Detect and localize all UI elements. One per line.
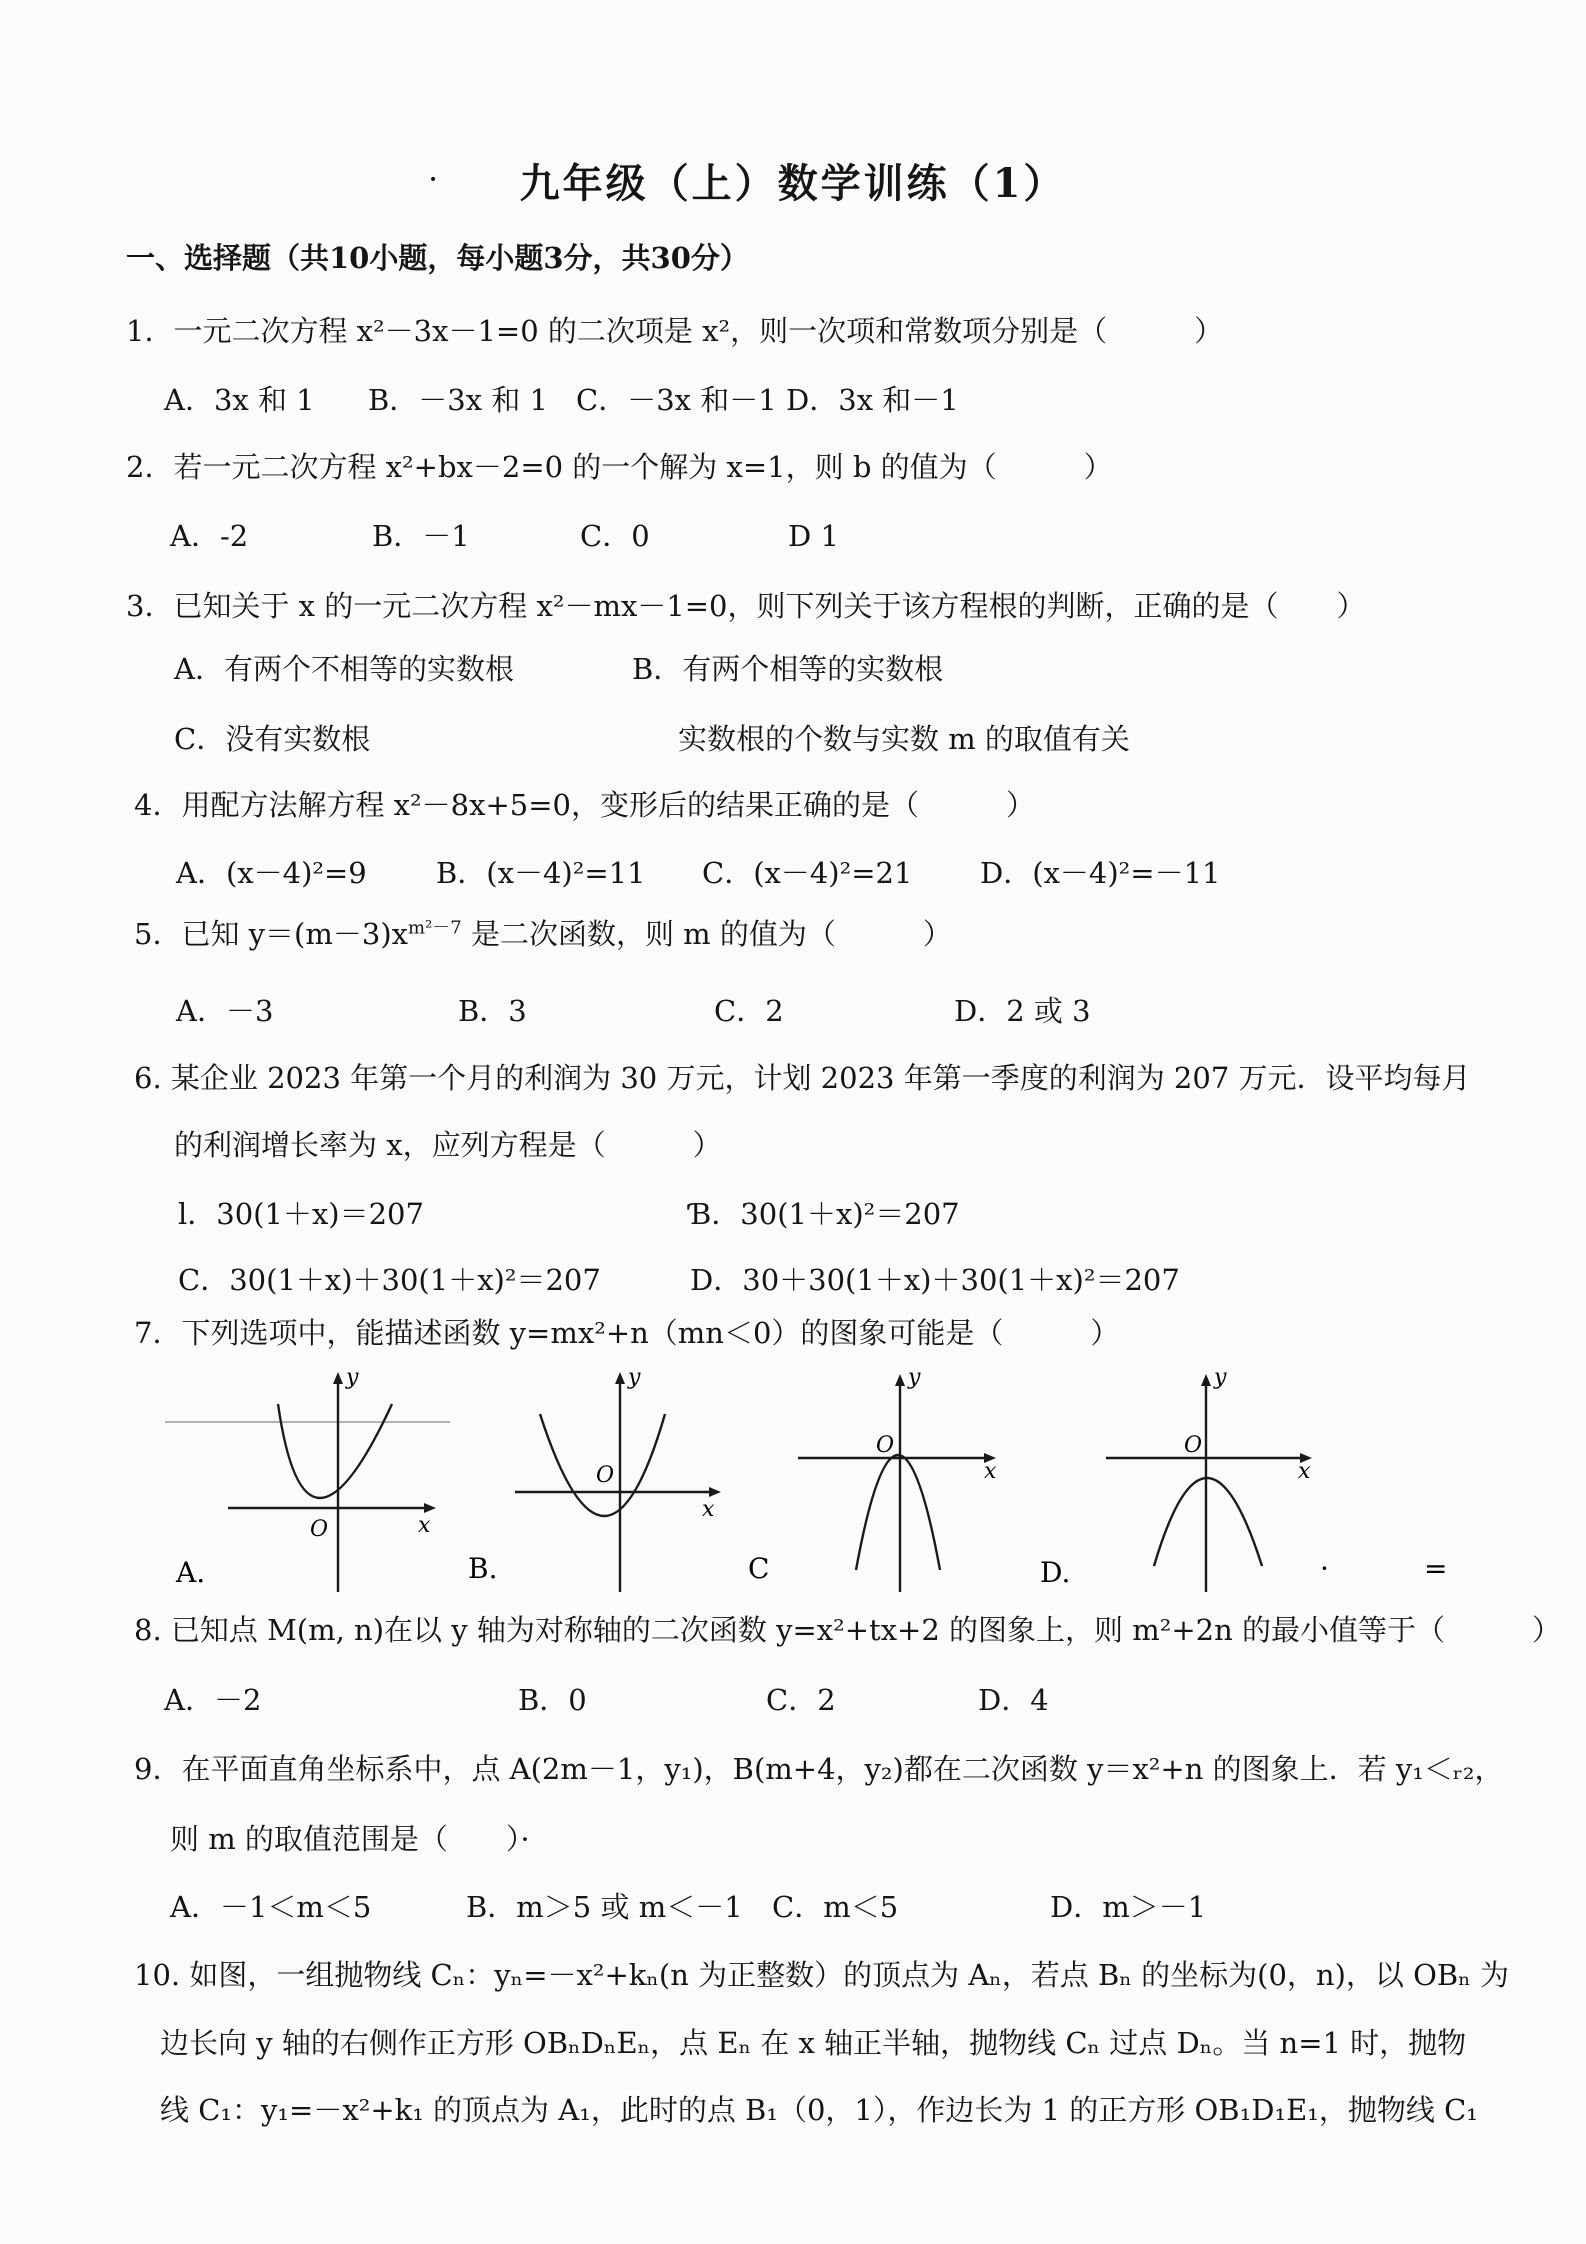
graph-c-y-label: y <box>908 1365 921 1390</box>
q2-stem: 2．若一元二次方程 x²+bx－2=0 的一个解为 x=1，则 b 的值为（ ） <box>126 450 1113 484</box>
graph-b-label: B. <box>468 1552 498 1585</box>
graph-d-x-label: x <box>1298 1459 1311 1484</box>
q1-option-a: A．3x 和 1 <box>164 383 315 417</box>
graph-a-x-label: x <box>418 1513 431 1538</box>
graph-c-origin: O <box>876 1433 895 1458</box>
stray-mark-1: · <box>1320 1552 1329 1585</box>
q4-option-c: C．(x－4)²=21 <box>702 856 913 890</box>
q8-option-c: C．2 <box>766 1683 836 1717</box>
q8-stem: 8. 已知点 M(m, n)在以 y 轴为对称轴的二次函数 y=x²+tx+2 的图象上，则 m²+2n 的最小值等于（ ） <box>134 1613 1562 1647</box>
q10-line3: 线 C₁：y₁=－x²+k₁ 的顶点为 A₁，此时的点 B₁（0，1），作边长为 1 的正方形 OB₁D₁E₁，抛物线 C₁ <box>160 2093 1478 2127</box>
q2-option-b: B．－1 <box>372 519 470 553</box>
q8-option-d: D．4 <box>978 1683 1049 1717</box>
graph-a-origin: O <box>310 1517 329 1542</box>
q8-option-b: B．0 <box>518 1683 587 1717</box>
q5-option-d: D．2 或 3 <box>954 994 1091 1028</box>
q3-option-b: B．有两个相等的实数根 <box>632 652 944 686</box>
q6-stem-line2: 的利润增长率为 x，应列方程是（ ） <box>174 1128 722 1162</box>
q5-option-c: C．2 <box>714 994 784 1028</box>
graph-b-origin: O <box>596 1463 615 1488</box>
q2-option-c: C．0 <box>580 519 650 553</box>
graph-c-label: C <box>748 1552 770 1585</box>
q6-option-a: l．30(1＋x)＝207 <box>178 1197 424 1231</box>
q1-stem: 1．一元二次方程 x²－3x－1=0 的二次项是 x²，则一次项和常数项分别是（ ） <box>126 314 1224 348</box>
q5-option-b: B．3 <box>458 994 527 1028</box>
graph-c-parabola <box>856 1455 940 1570</box>
graph-b-y-label: y <box>628 1365 641 1390</box>
q2-option-d: D 1 <box>788 519 839 553</box>
q1-option-c: C．－3x 和－1 <box>576 383 777 417</box>
graph-d-y-label: y <box>1214 1365 1227 1390</box>
graph-b-x-label: x <box>702 1497 715 1522</box>
q6-option-c: C．30(1＋x)＋30(1＋x)²＝207 <box>178 1263 601 1297</box>
q3-stem: 3．已知关于 x 的一元二次方程 x²－mx－1=0，则下列关于该方程根的判断，正确的是（ ） <box>126 589 1366 623</box>
q5-stem: 5．已知 $y=(m-3)x^{m^2-7}$ 是二次函数，则 m 的值为（ ） <box>134 917 952 951</box>
q7-stem: 7．下列选项中，能描述函数 y=mx²+n（mn＜0）的图象可能是（ ） <box>134 1316 1120 1350</box>
graph-a-y-label: y <box>346 1365 359 1390</box>
section-heading: 一、选择题（共10小题，每小题3分，共30分） <box>126 241 749 275</box>
q9-option-d: D．m＞－1 <box>1050 1890 1207 1924</box>
graph-d-label: D. <box>1040 1556 1071 1589</box>
q9-option-c: C．m＜5 <box>772 1890 899 1924</box>
q9-stem-line1: 9．在平面直角坐标系中，点 A(2m－1，y₁)，B(m+4，y₂)都在二次函数 y＝x²+n 的图象上．若 y₁＜ᵣ₂， <box>134 1752 1504 1786</box>
q9-option-b: B．m＞5 或 m＜－1 <box>466 1890 743 1924</box>
q6-option-d: D．30＋30(1＋x)＋30(1＋x)²＝207 <box>690 1263 1180 1297</box>
graph-d-parabola <box>1154 1478 1262 1566</box>
q10-line2: 边长向 y 轴的右侧作正方形 OBₙDₙEₙ，点 Eₙ 在 x 轴正半轴，抛物线 Cₙ 过点 Dₙ。当 n=1 时，抛物 <box>160 2026 1467 2060</box>
q4-option-a: A．(x－4)²=9 <box>176 856 367 890</box>
q6-stem-line1: 6. 某企业 2023 年第一个月的利润为 30 万元，计划 2023 年第一季度的利润为 207 万元．设平均每月 <box>134 1061 1471 1095</box>
q6-option-b: Ɓ．30(1＋x)²＝207 <box>690 1197 960 1231</box>
q1-option-b: B．－3x 和 1 <box>368 383 549 417</box>
q2-option-a: A．-2 <box>170 519 249 553</box>
q7-graphs <box>0 1360 1586 1600</box>
graph-a-label: A. <box>176 1556 206 1589</box>
q3-option-c: C．没有实数根 <box>174 722 371 756</box>
q10-line1: 10. 如图，一组抛物线 Cₙ：yₙ=－x²+kₙ(n 为正整数）的顶点为 Aₙ，若点 Bₙ 的坐标为(0，n)，以 OBₙ 为 <box>134 1958 1509 1992</box>
q1-option-d: D．3x 和－1 <box>786 383 959 417</box>
q4-option-b: B．(x－4)²=11 <box>436 856 646 890</box>
q9-stem-line2: 则 m 的取值范围是（ ）· <box>170 1822 530 1856</box>
stray-dot: · <box>428 160 439 198</box>
graph-c-x-label: x <box>984 1459 997 1484</box>
q3-option-a: A．有两个不相等的实数根 <box>174 652 514 686</box>
page-title: 九年级（上）数学训练（1） <box>519 160 1067 207</box>
graph-d-origin: O <box>1184 1433 1203 1458</box>
q9-option-a: A．－1＜m＜5 <box>170 1890 372 1924</box>
q3-option-d: 实数根的个数与实数 m 的取值有关 <box>678 722 1130 756</box>
q4-stem: 4．用配方法解方程 x²－8x+5=0，变形后的结果正确的是（ ） <box>134 788 1035 822</box>
q5-option-a: A．－3 <box>176 994 274 1028</box>
graph-a-parabola <box>278 1404 392 1498</box>
q8-option-a: A．－2 <box>164 1683 262 1717</box>
stray-mark-2: = <box>1424 1552 1448 1585</box>
q4-option-d: D．(x－4)²=－11 <box>980 856 1221 890</box>
